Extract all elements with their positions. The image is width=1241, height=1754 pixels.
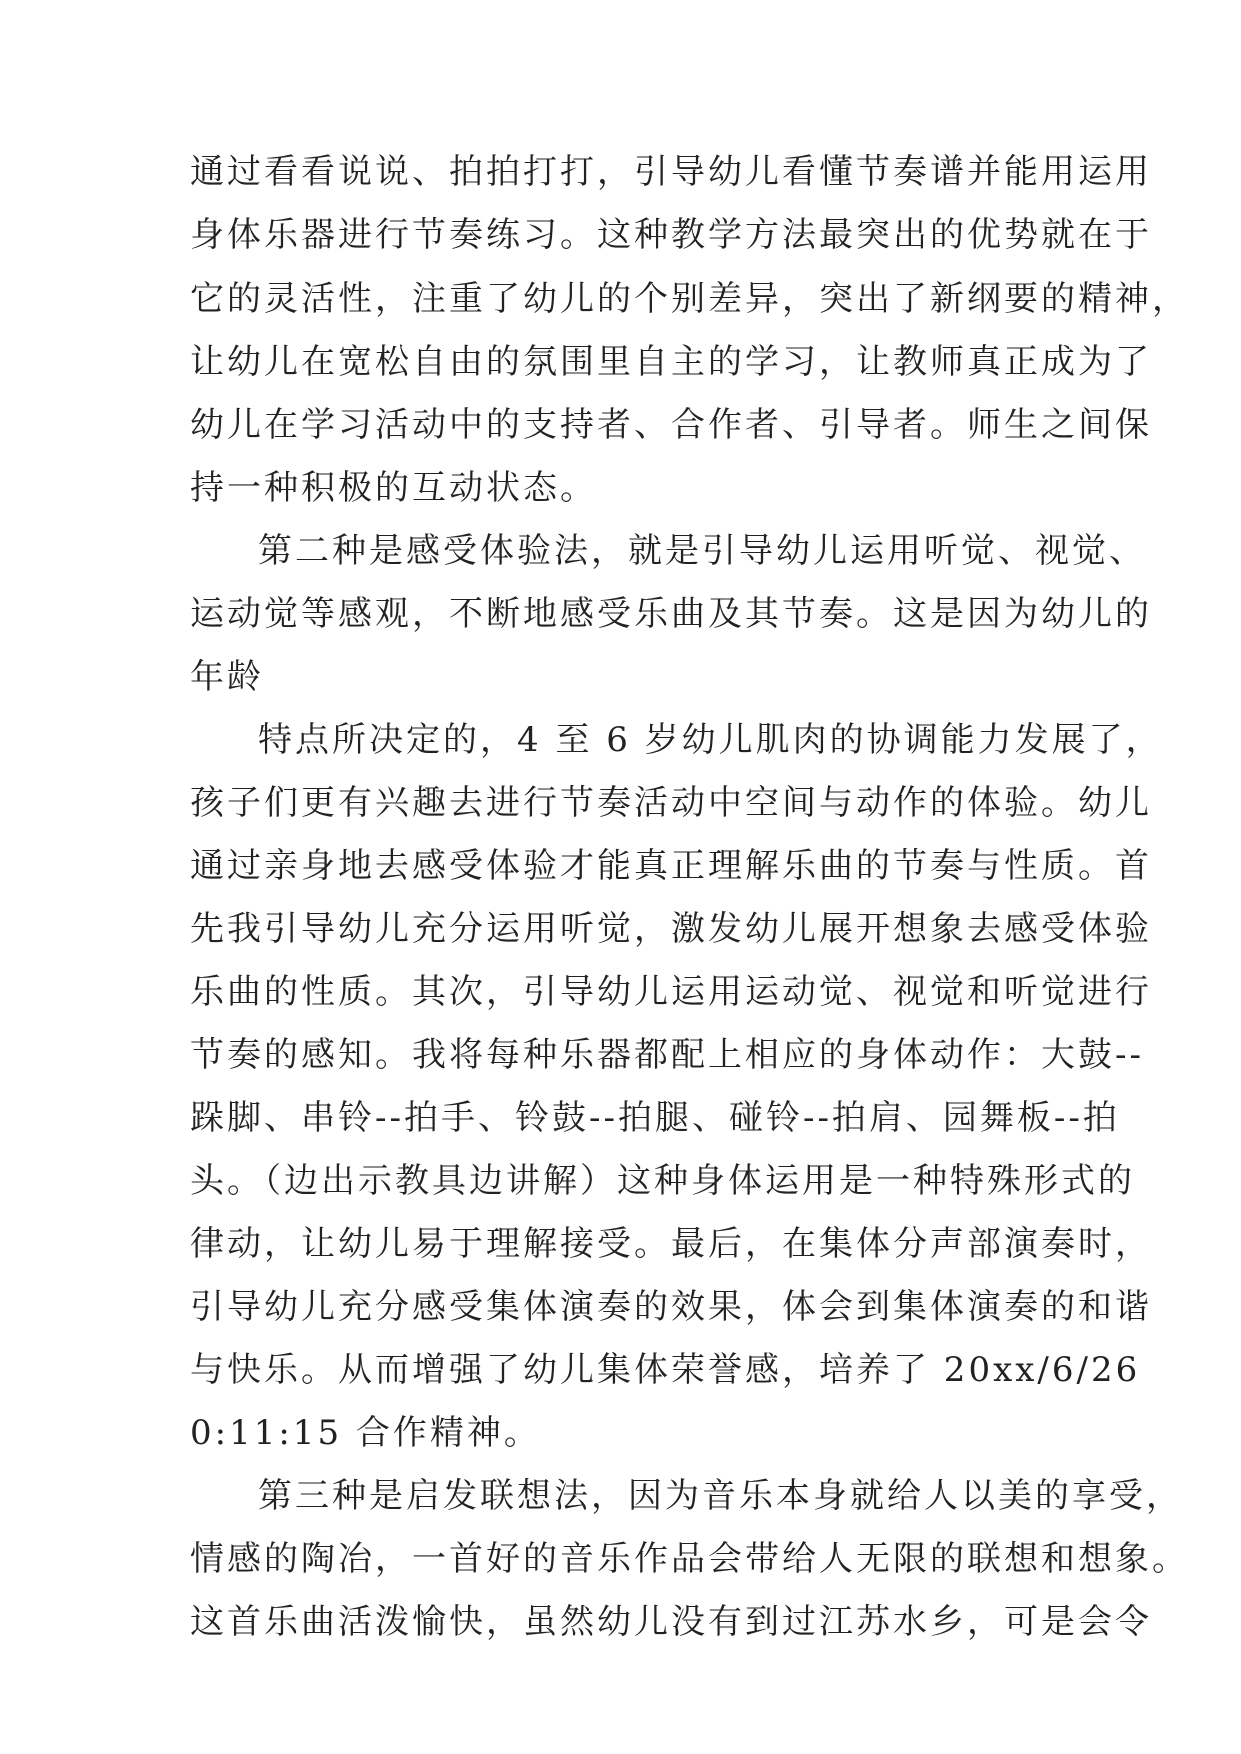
- text-line: 运动觉等感观，不断地感受乐曲及其节奏。这是因为幼儿的: [190, 594, 1152, 634]
- text-line: 头。（边出示教具边讲解）这种身体运用是一种特殊形式的: [190, 1161, 1135, 1201]
- text-line: 持一种积极的互动状态。: [190, 468, 597, 508]
- text-line: 让幼儿在宽松自由的氛围里自主的学习，让教师真正成为了: [190, 342, 1152, 382]
- paragraph-first-line: 第二种是感受体验法，就是引导幼儿运用听觉、视觉、: [258, 531, 1146, 571]
- text-line: 与快乐。从而增强了幼儿集体荣誉感，培养了 20xx/6/26: [190, 1350, 1141, 1390]
- text-line: 跺脚、串铃--拍手、铃鼓--拍腿、碰铃--拍肩、园舞板--拍: [190, 1098, 1120, 1138]
- text-line: 节奏的感知。我将每种乐器都配上相应的身体动作：大鼓--: [190, 1035, 1144, 1075]
- text-line: 年龄: [190, 657, 264, 697]
- text-line: 律动，让幼儿易于理解接受。最后，在集体分声部演奏时，: [190, 1224, 1152, 1264]
- text-line: 孩子们更有兴趣去进行节奏活动中空间与动作的体验。幼儿: [190, 783, 1152, 823]
- text-line: 幼儿在学习活动中的支持者、合作者、引导者。师生之间保: [190, 405, 1152, 445]
- text-line: 情感的陶冶，一首好的音乐作品会带给人无限的联想和想象。: [190, 1539, 1189, 1579]
- text-line: 通过亲身地去感受体验才能真正理解乐曲的节奏与性质。首: [190, 846, 1152, 886]
- paragraph-first-line: 第三种是启发联想法，因为音乐本身就给人以美的享受，: [258, 1476, 1183, 1516]
- text-line: 这首乐曲活泼愉快，虽然幼儿没有到过江苏水乡，可是会令: [190, 1602, 1152, 1642]
- text-line: 乐曲的性质。其次，引导幼儿运用运动觉、视觉和听觉进行: [190, 972, 1152, 1012]
- text-line: 0:11:15 合作精神。: [190, 1413, 541, 1453]
- text-line: 引导幼儿充分感受集体演奏的效果，体会到集体演奏的和谐: [190, 1287, 1152, 1327]
- text-line: 先我引导幼儿充分运用听觉，激发幼儿展开想象去感受体验: [190, 909, 1152, 949]
- text-line: 它的灵活性，注重了幼儿的个别差异，突出了新纲要的精神，: [190, 279, 1189, 319]
- text-line: 身体乐器进行节奏练习。这种教学方法最突出的优势就在于: [190, 215, 1152, 255]
- paragraph-first-line: 特点所决定的，4 至 6 岁幼儿肌肉的协调能力发展了，: [258, 720, 1163, 760]
- text-line: 通过看看说说、拍拍打打，引导幼儿看懂节奏谱并能用运用: [190, 152, 1152, 192]
